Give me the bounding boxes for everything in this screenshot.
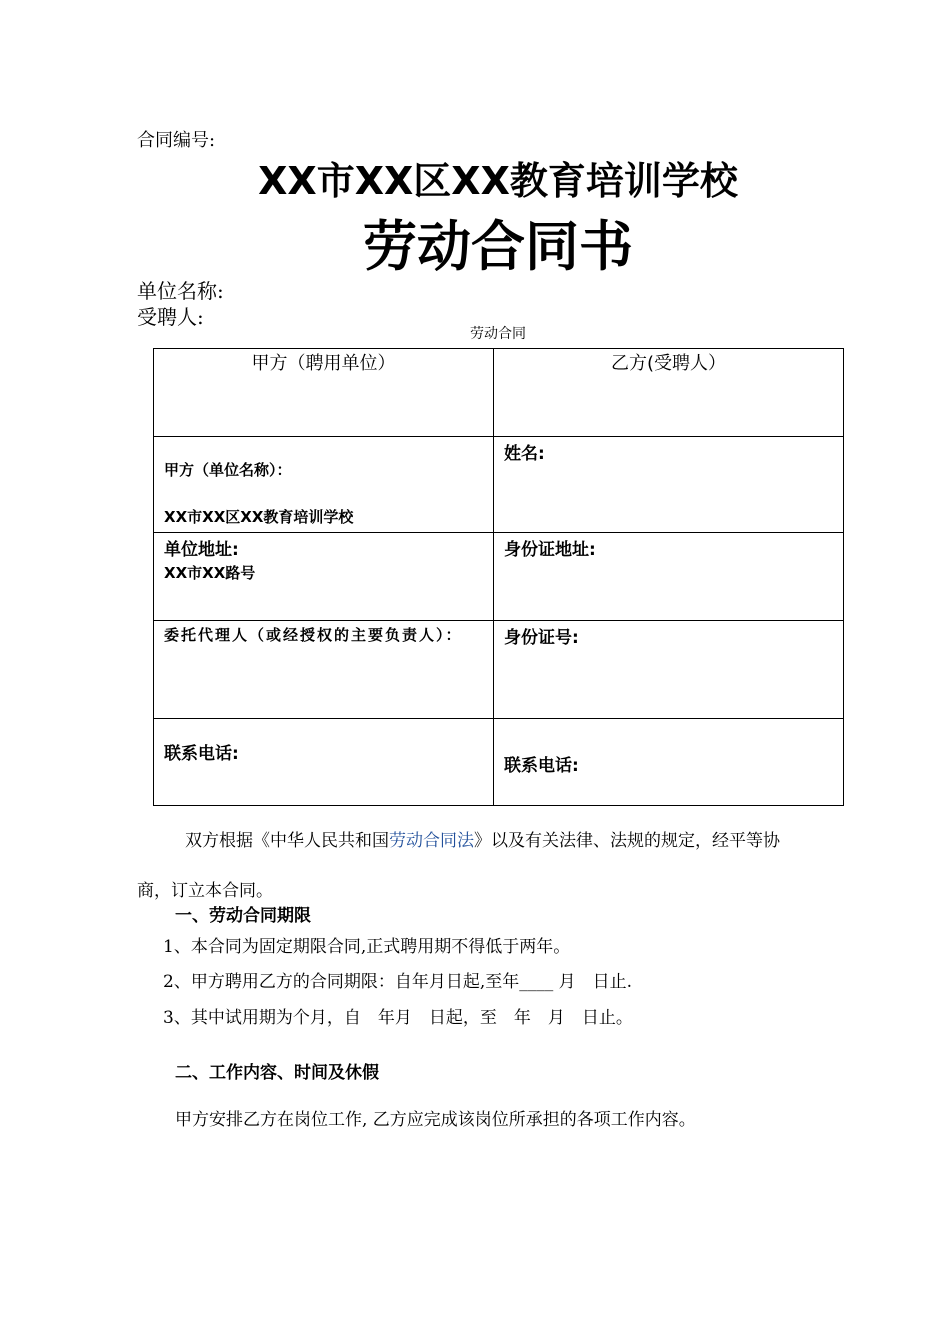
contract-number-label: 合同编号: bbox=[137, 130, 216, 151]
party-a-phone-cell bbox=[154, 719, 494, 806]
contract-parties-table bbox=[153, 348, 844, 806]
table-caption: 劳动合同 bbox=[470, 326, 526, 342]
party-a-address-label: 单位地址: bbox=[164, 540, 239, 560]
party-b-header-text: 乙方(受聘人） bbox=[610, 353, 727, 374]
employee-label: 受聘人: bbox=[137, 305, 204, 329]
school-name-title: XX市XX区XX教育培训学校 bbox=[258, 159, 738, 203]
party-a-address-cell bbox=[154, 533, 494, 621]
intro-text-post: 》以及有关法律、法规的规定，经平等协 bbox=[474, 831, 780, 851]
party-a-header bbox=[154, 349, 494, 437]
party-b-phone-cell bbox=[494, 719, 844, 806]
party-a-address-value: XX市XX路号 bbox=[164, 564, 256, 582]
table-header-row bbox=[154, 349, 844, 437]
intro-paragraph-line2: 商，订立本合同。 bbox=[137, 881, 273, 901]
section-1-title: 一、劳动合同期限 bbox=[175, 906, 311, 926]
party-a-name-cell bbox=[154, 437, 494, 533]
party-a-agent-cell bbox=[154, 621, 494, 719]
section-2-item-1: 甲方安排乙方在岗位工作, 乙方应完成该岗位所承担的各项工作内容。 bbox=[175, 1110, 696, 1130]
party-a-agent-label: 委托代理人（或经授权的主要负责人）： bbox=[164, 626, 463, 644]
party-b-id-number-label: 身份证号: bbox=[504, 628, 579, 648]
intro-paragraph-line1 bbox=[185, 826, 780, 851]
party-b-phone-label: 联系电话: bbox=[504, 756, 579, 776]
party-b-name-label: 姓名: bbox=[504, 444, 545, 464]
unit-name-label: 单位名称: bbox=[137, 279, 224, 303]
section-1-item-2: 2、甲方聘用乙方的合同期限：自年月日起,至年____ 月 日止. bbox=[163, 972, 633, 992]
table-row-phone bbox=[154, 719, 844, 806]
party-b-id-address-cell bbox=[494, 533, 844, 621]
table-row-name bbox=[154, 437, 844, 533]
labor-law-link[interactable]: 劳动合同法 bbox=[389, 831, 474, 851]
party-a-name-label: 甲方（单位名称）： bbox=[164, 461, 292, 479]
party-a-header-text: 甲方（聘用单位） bbox=[251, 353, 396, 374]
party-b-name-cell bbox=[494, 437, 844, 533]
party-b-id-number-cell bbox=[494, 621, 844, 719]
table-row-address bbox=[154, 533, 844, 621]
party-b-header bbox=[494, 349, 844, 437]
document-title: 劳动合同书 bbox=[363, 215, 633, 278]
party-b-id-address-label: 身份证地址: bbox=[504, 540, 596, 560]
section-1-item-3: 3、其中试用期为个月，自 年月 日起，至 年 月 日止。 bbox=[163, 1008, 633, 1028]
party-a-phone-label: 联系电话: bbox=[164, 744, 239, 764]
section-2-title: 二、工作内容、时间及休假 bbox=[175, 1063, 379, 1083]
party-a-name-value: XX市XX区XX教育培训学校 bbox=[164, 508, 354, 526]
intro-text-pre: 双方根据《中华人民共和国 bbox=[185, 831, 389, 851]
table-row-agent bbox=[154, 621, 844, 719]
section-1-item-1: 1、本合同为固定期限合同,正式聘用期不得低于两年。 bbox=[163, 937, 571, 957]
